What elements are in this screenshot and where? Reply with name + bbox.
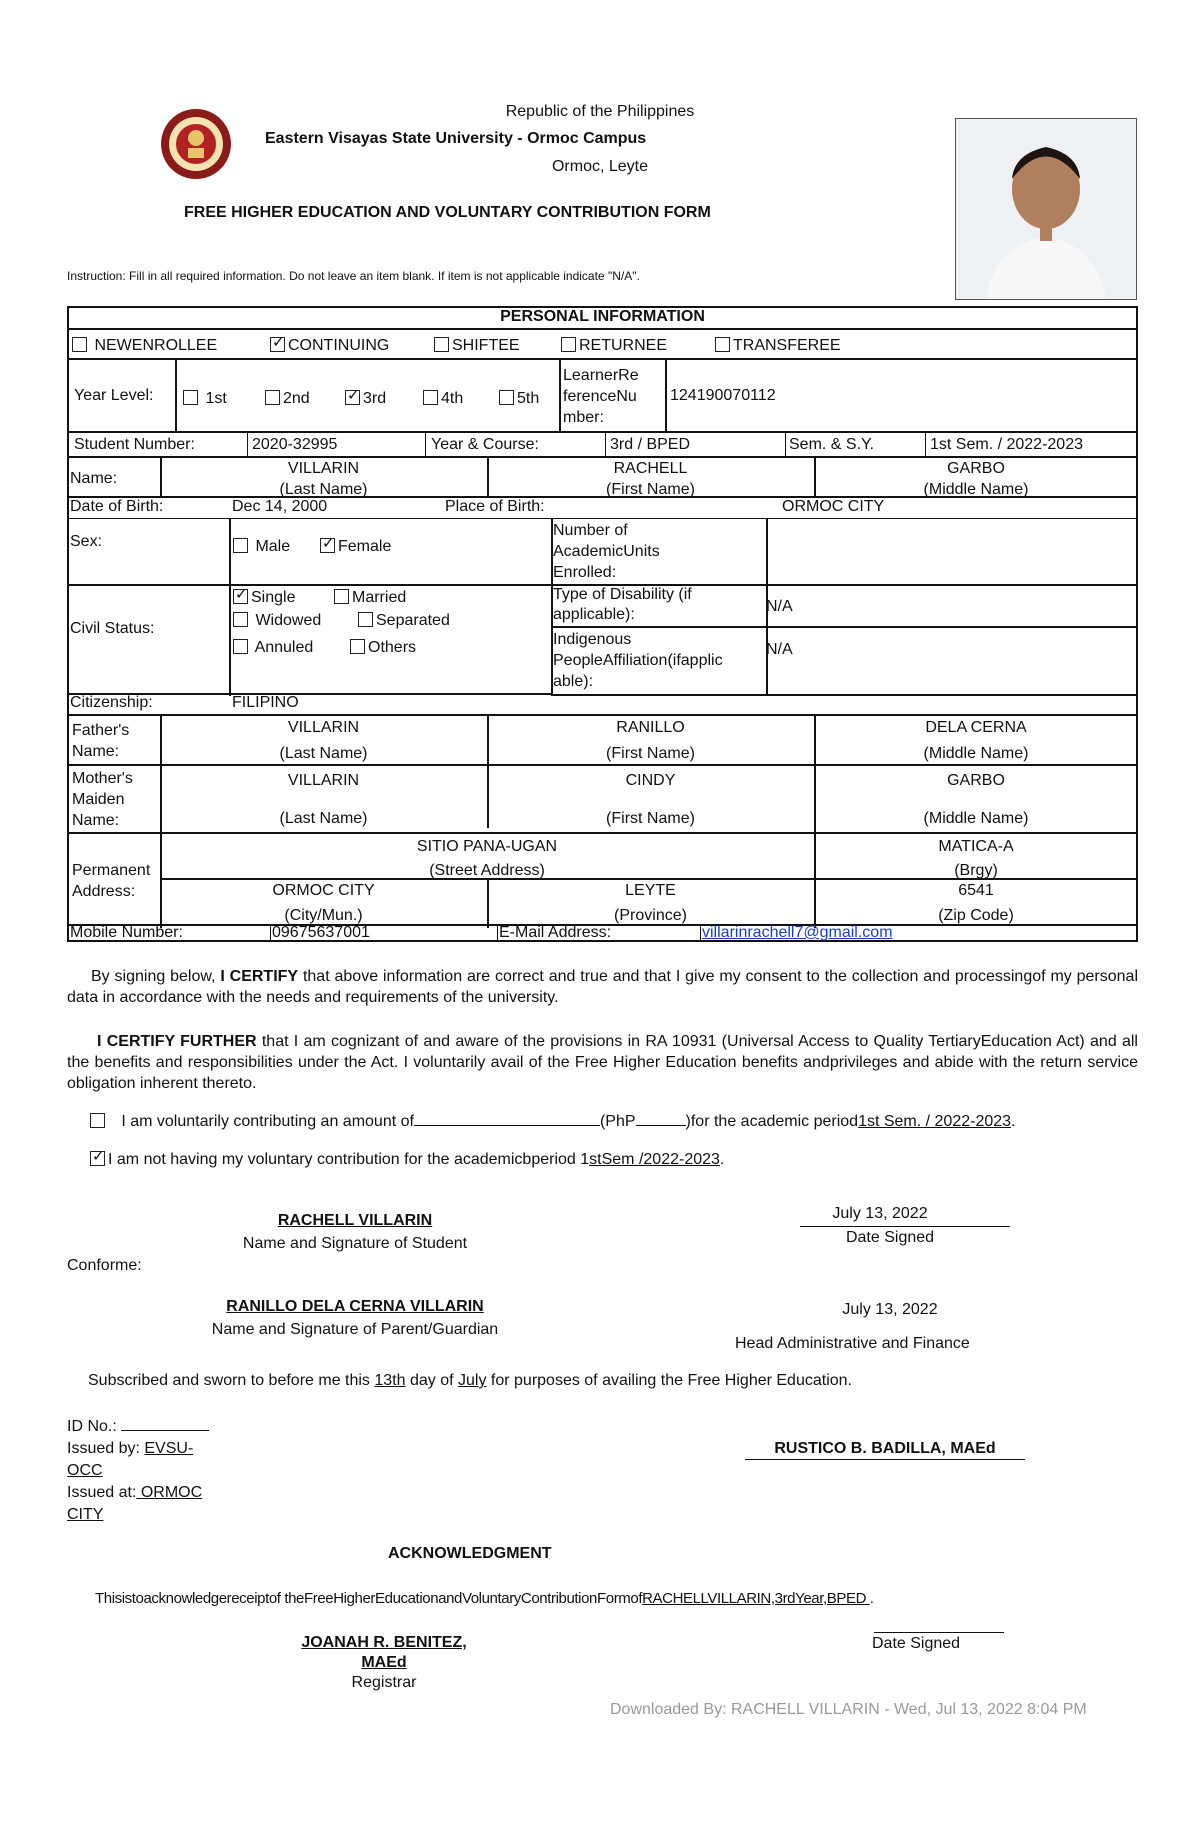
ip-affiliation-label: Indigenous PeopleAffiliation(ifapplic able): <box>553 631 723 690</box>
checkbox-icon[interactable] <box>715 337 730 352</box>
father-first-caption: (First Name) <box>606 745 695 762</box>
last-name-value: VILLARIN <box>287 460 360 477</box>
mother-last-name: VILLARIN <box>287 772 360 789</box>
civil-others[interactable]: Others <box>350 639 416 657</box>
civil-married[interactable]: Married <box>334 589 406 607</box>
middle-name-value: GARBO <box>947 460 1005 477</box>
university-name: Eastern Visayas State University - Ormoc Campus <box>265 130 647 147</box>
father-last-name: VILLARIN <box>287 719 360 736</box>
checkbox-checked-icon[interactable] <box>345 390 360 405</box>
parent-date-value: July 13, 2022 <box>842 1301 938 1318</box>
acknowledgment-text: Thisistoacknowledgereceiptof theFreeHigherEducationandVoluntaryContributionFormofRACHELLVILLARIN,3rdYear,BPED . <box>95 1590 874 1607</box>
mother-middle-name: GARBO <box>947 772 1005 789</box>
student-signature-name: RACHELL VILLARIN <box>277 1212 433 1229</box>
checkbox-icon[interactable] <box>561 337 576 352</box>
father-middle-name: DELA CERNA <box>925 719 1027 736</box>
street-caption: (Street Address) <box>429 862 545 879</box>
student-number-value: 2020-32995 <box>252 436 338 453</box>
student-photo <box>955 118 1137 300</box>
checkbox-icon[interactable] <box>183 390 198 405</box>
checkbox-icon[interactable] <box>334 589 349 604</box>
dob-value: Dec 14, 2000 <box>232 498 328 515</box>
checkbox-icon[interactable] <box>499 390 514 405</box>
date-signed-value: July 13, 2022 <box>832 1205 928 1222</box>
brgy-caption: (Brgy) <box>954 862 998 879</box>
mobile-value: 09675637001 <box>272 924 370 941</box>
parent-signature-caption: Name and Signature of Parent/Guardian <box>211 1321 499 1338</box>
city-value: ORMOC CITY <box>272 882 375 899</box>
city-caption: (City/Mun.) <box>284 907 363 924</box>
pob-label: Place of Birth: <box>445 498 545 515</box>
checkbox-icon[interactable] <box>358 612 373 627</box>
year-level-4th[interactable]: 4th <box>423 390 463 408</box>
registrar-caption: Registrar <box>351 1674 417 1691</box>
mother-middle-caption: (Middle Name) <box>923 810 1029 827</box>
checkbox-icon[interactable] <box>233 538 248 553</box>
checkbox-checked-icon[interactable] <box>270 337 285 352</box>
checkbox-icon[interactable] <box>434 337 449 352</box>
name-label: Name: <box>70 470 118 487</box>
email-label: E-Mail Address: <box>499 924 612 941</box>
certify-further-paragraph: I CERTIFY FURTHER that I am cognizant of and aware of the provisions in RA 10931 (Universal Access to Quality TertiaryEducation Act) and all the benefits and responsibilities under the Act. I voluntarily avail of the Free Higher Education benefits andprivileges and abide with the return service obligation inherent thereto. <box>67 1033 1138 1092</box>
year-course-value: 3rd / BPED <box>610 436 691 453</box>
contribution-option-amount[interactable]: I am voluntarily contributing an amount of (PhP )for the academic period1st Sem. / 2022-2023. <box>90 1113 1016 1131</box>
parent-signature-name: RANILLO DELA CERNA VILLARIN <box>226 1298 484 1315</box>
contribution-option-none[interactable]: ✓I am not having my voluntary contribution for the academicbperiod 1stSem /2022-2023. <box>90 1151 724 1169</box>
year-level-1st[interactable]: 1st <box>183 390 227 408</box>
year-level-5th[interactable]: 5th <box>499 390 539 408</box>
enrollment-type-shiftee[interactable]: SHIFTEE <box>434 337 520 355</box>
middle-name-caption: (Middle Name) <box>923 481 1029 498</box>
sex-male[interactable]: Male <box>233 538 290 556</box>
pob-value: ORMOC CITY <box>782 498 885 515</box>
year-level-label: Year Level: <box>74 387 154 404</box>
father-name-label: Father's Name: <box>72 722 130 760</box>
instruction-text: Instruction: Fill in all required information. Do not leave an item blank. If item is not applicable indicate "N/A". <box>67 269 640 283</box>
lrn-label: LearnerRe ferenceNu mber: <box>563 367 639 426</box>
mother-first-caption: (First Name) <box>606 810 695 827</box>
enrollment-type-returnee[interactable]: RETURNEE <box>561 337 667 355</box>
citizenship-value: FILIPINO <box>232 694 299 711</box>
student-signature-caption: Name and Signature of Student <box>242 1235 468 1252</box>
campus-location: Ormoc, Leyte <box>551 158 649 175</box>
checkbox-icon[interactable] <box>350 639 365 654</box>
sworn-statement: Subscribed and sworn to before me this 13th day of July for purposes of availing the Free Higher Education. <box>88 1372 852 1389</box>
enrollment-type-continuing[interactable]: ✓ CONTINUING <box>270 337 389 355</box>
checkbox-icon[interactable] <box>233 639 248 654</box>
student-number-label: Student Number: <box>74 436 195 453</box>
republic-text: Republic of the Philippines <box>505 103 695 120</box>
acknowledgment-title: ACKNOWLEDGMENT <box>388 1545 552 1562</box>
sex-label: Sex: <box>70 533 103 550</box>
ip-affiliation-value: N/A <box>766 641 793 658</box>
checkbox-icon[interactable] <box>90 1113 105 1128</box>
first-name-caption: (First Name) <box>606 481 695 498</box>
disability-label: Type of Disability (if applicable): <box>553 586 692 623</box>
civil-status-label: Civil Status: <box>70 620 155 637</box>
sex-female[interactable]: ✓ Female <box>320 538 391 556</box>
head-admin-caption: Head Administrative and Finance <box>735 1335 970 1352</box>
enrollment-type-newenrollee[interactable]: NEWENROLLEE <box>72 337 217 355</box>
date-signed-caption: Date Signed <box>845 1229 935 1246</box>
enrollment-type-transferee[interactable]: TRANSFEREE <box>715 337 841 355</box>
civil-single[interactable]: ✓Single <box>233 589 295 607</box>
civil-widowed[interactable]: Widowed <box>233 612 321 630</box>
province-caption: (Province) <box>614 907 687 924</box>
mobile-label: Mobile Number: <box>70 924 183 941</box>
download-footer: Downloaded By: RACHELL VILLARIN - Wed, Jul 13, 2022 8:04 PM <box>610 1701 1087 1718</box>
ack-date-caption: Date Signed <box>872 1635 961 1652</box>
checkbox-checked-icon[interactable] <box>320 538 335 553</box>
mother-first-name: CINDY <box>625 772 676 789</box>
brgy-value: MATICA-A <box>938 838 1014 855</box>
university-seal-icon <box>160 108 232 180</box>
civil-annuled[interactable]: Annuled <box>233 639 313 657</box>
sem-sy-value: 1st Sem. / 2022-2023 <box>930 436 1083 453</box>
section-title: PERSONAL INFORMATION <box>500 308 705 325</box>
zip-caption: (Zip Code) <box>938 907 1014 924</box>
father-last-caption: (Last Name) <box>279 745 368 762</box>
id-block: ID No.: Issued by: EVSU- OCC Issued at: ORMOC CITY <box>67 1416 237 1526</box>
year-course-label: Year & Course: <box>431 436 539 453</box>
province-value: LEYTE <box>625 882 676 899</box>
civil-separated[interactable]: Separated <box>358 612 450 630</box>
conforme-label: Conforme: <box>67 1257 142 1274</box>
registrar-name: JOANAH R. BENITEZ, MAEd <box>301 1634 467 1671</box>
lrn-value: 124190070112 <box>670 387 776 404</box>
mother-name-label: Mother's Maiden Name: <box>72 770 133 829</box>
checkbox-checked-icon[interactable] <box>90 1151 105 1166</box>
checkbox-icon[interactable] <box>423 390 438 405</box>
certify-paragraph: By signing below, I CERTIFY that above information are correct and true and that I give my consent to the collection and processingof my personal data in accordance with the needs and requirements of the university. <box>67 968 1139 1006</box>
father-middle-caption: (Middle Name) <box>923 745 1029 762</box>
checkbox-icon[interactable] <box>265 390 280 405</box>
zip-value: 6541 <box>958 882 994 899</box>
sem-sy-label: Sem. & S.Y. <box>789 436 875 453</box>
permanent-address-label: Permanent Address: <box>72 862 151 900</box>
officer-name: RUSTICO B. BADILLA, MAEd <box>774 1440 996 1457</box>
email-link[interactable]: villarinrachell7@gmail.com <box>702 924 893 941</box>
dob-label: Date of Birth: <box>70 498 164 515</box>
units-label: Number of AcademicUnits Enrolled: <box>553 522 660 581</box>
disability-value: N/A <box>766 598 793 615</box>
form-title: FREE HIGHER EDUCATION AND VOLUNTARY CONTRIBUTION FORM <box>184 204 711 221</box>
street-value: SITIO PANA-UGAN <box>416 838 558 855</box>
checkbox-icon[interactable] <box>233 612 248 627</box>
citizenship-label: Citizenship: <box>70 694 153 711</box>
last-name-caption: (Last Name) <box>279 481 368 498</box>
mother-last-caption: (Last Name) <box>279 810 368 827</box>
year-level-3rd[interactable]: ✓ 3rd <box>345 390 386 408</box>
checkbox-icon[interactable] <box>72 337 87 352</box>
checkbox-checked-icon[interactable] <box>233 589 248 604</box>
father-first-name: RANILLO <box>616 719 685 736</box>
first-name-value: RACHELL <box>613 460 688 477</box>
year-level-2nd[interactable]: 2nd <box>265 390 310 408</box>
